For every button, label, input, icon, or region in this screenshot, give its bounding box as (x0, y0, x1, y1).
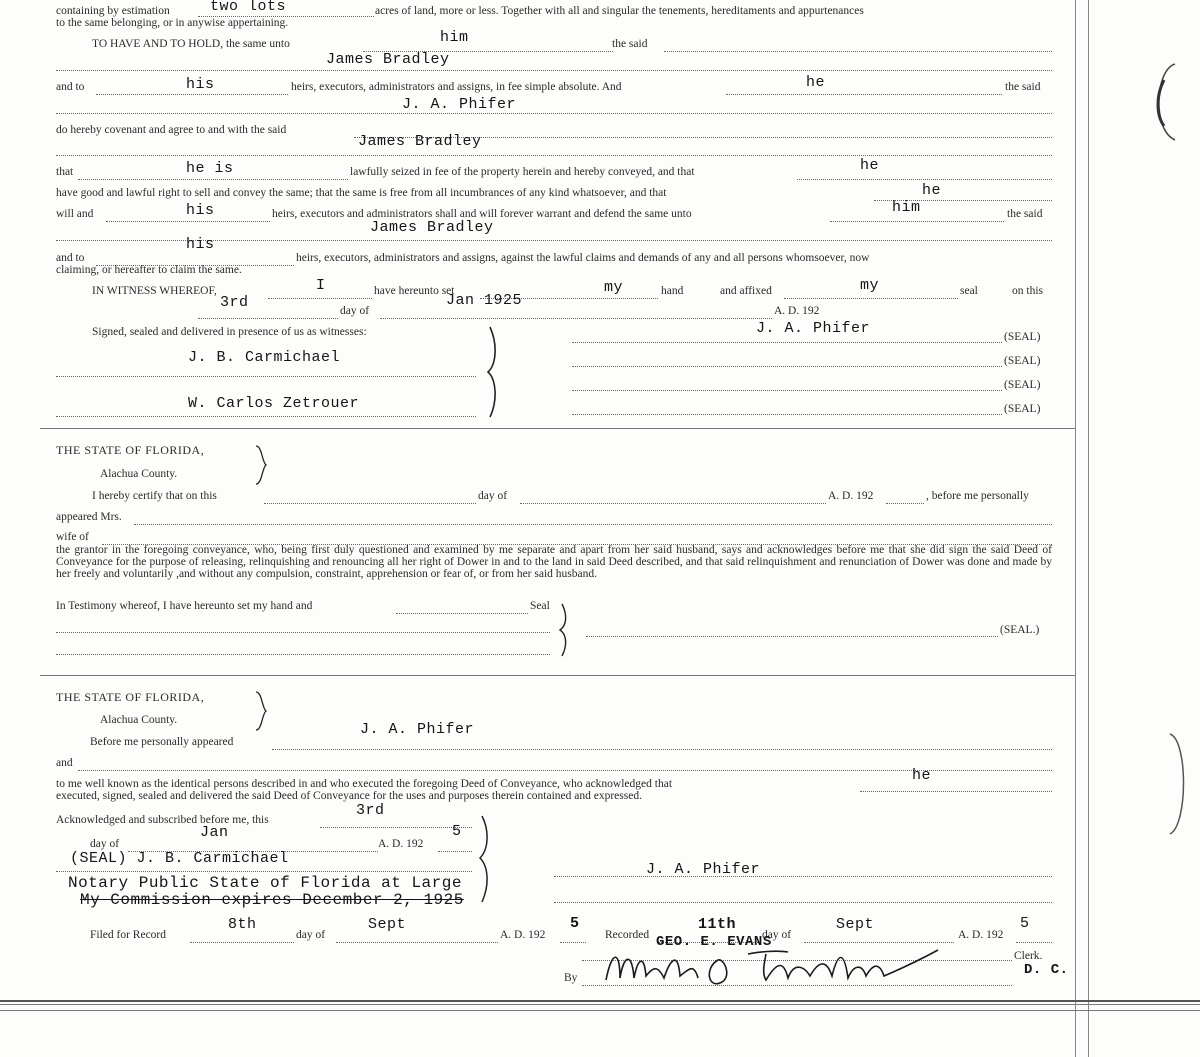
bottom-edge-3 (0, 1010, 1200, 1011)
dower-ad: A. D. 192 (828, 490, 874, 502)
rec-month: Sept (836, 916, 875, 933)
section-divider-2 (40, 675, 1075, 676)
seized-pronoun: he (860, 157, 880, 174)
heirs-text: heirs, executors, administrators and assigns, in fee simple absolute. And (291, 81, 622, 93)
witness-prefix: IN WITNESS WHEREOF, (92, 285, 217, 297)
hand-label: hand (661, 285, 684, 297)
seal-tag-1: (SEAL) (1004, 331, 1041, 343)
seal-label: seal (960, 285, 978, 297)
that-label: that (56, 166, 74, 178)
rec-year-digit: 5 (1020, 915, 1030, 932)
by-label: By (564, 972, 578, 984)
dower-brace (252, 444, 272, 486)
covenant-grantee: James Bradley (358, 133, 482, 150)
notary-seal-line: (SEAL) J. B. Carmichael (70, 850, 289, 867)
grantee-pronoun: his (186, 76, 215, 93)
will-and-label: will and (56, 208, 94, 220)
grantor-pronoun: he (806, 74, 826, 91)
habendum-label: TO HAVE AND TO HOLD, the same unto (92, 38, 290, 50)
dower-day-of: day of (478, 490, 508, 502)
belonging-text: to the same belonging, or in anywise appertaining. (56, 17, 289, 29)
claims-pronoun: his (186, 236, 215, 253)
and-to-label-2: and to (56, 252, 85, 264)
certify-text: I hereby certify that on this (92, 490, 217, 502)
page-edge-line-2 (1088, 0, 1089, 1057)
ack-year-digit: 5 (452, 823, 462, 840)
and-to-label: and to (56, 81, 85, 93)
known-text: to me well known as the identical persons described in and who executed the foregoing Deed of Conveyance, who acknowledged that (56, 778, 673, 790)
ack-day: 3rd (356, 802, 385, 819)
quantity-value: two lots (210, 0, 287, 15)
signed-text: Signed, sealed and delivered in presence of us as witnesses: (92, 326, 367, 338)
filed-day: 8th (228, 916, 257, 933)
covenant-text: do hereby covenant and agree to and with the said (56, 124, 287, 136)
wife-of: wife of (56, 531, 89, 543)
appeared-mrs: appeared Mrs. (56, 511, 122, 523)
ack-pronoun: he (912, 767, 932, 784)
signatory-1: J. A. Phifer (756, 320, 871, 337)
page-edge-line (1075, 0, 1076, 1057)
rec-ad: A. D. 192 (958, 929, 1004, 941)
and-affixed: and affixed (720, 285, 772, 297)
acres-text: acres of land, more or less. Together with all and singular the tenements, hereditaments and appurtenances (375, 5, 864, 17)
the-said-right: the said (1005, 81, 1041, 93)
filed-year-digit: 5 (570, 915, 580, 932)
seal-tag-3: (SEAL) (1004, 379, 1041, 391)
dower-before: , before me personally (926, 490, 1029, 502)
clerk-label: Clerk. (1014, 950, 1043, 962)
bottom-edge-1 (0, 1000, 1200, 1002)
warrant-the-said: the said (1007, 208, 1043, 220)
seal-tag-4: (SEAL) (1004, 403, 1041, 415)
testimony-text: In Testimony whereof, I have hereunto set my hand and (56, 600, 313, 612)
ack-notary-brace (476, 814, 496, 904)
containing-label: containing by estimation (56, 5, 170, 17)
binder-ring-top (1150, 60, 1190, 150)
witness-month-year: Jan 1925 (446, 292, 523, 309)
right-text: have good and lawful right to sell and convey the same; that the same is free from all incumbrances of any kind whatsoever, and that (56, 187, 667, 199)
dc-label: D. C. (1024, 962, 1069, 978)
dower-body: the grantor in the foregoing conveyance, who, being first duly questioned and examined by me separate and apart from her said husband, says and acknowledges before me that she did sign the said Deed of Conveyance for the purpose of releasing, relinquishing and renouncing all her right of Dower in and to the land in said Deed described, and that said relinquishment and renunciation of Dower was done and made by her freely and voluntarily ,and without any compulsion, constraint, apprehension or fear of, or from her said husband. (56, 544, 1052, 580)
habendum-value: him (440, 29, 469, 46)
ack-day-of: day of (90, 838, 120, 850)
testimony-seal: Seal (530, 600, 550, 612)
claims-text: heirs, executors, administrators and assigns, against the lawful claims and demands of any and all persons whomsoever, now (296, 252, 870, 264)
rec-day: 11th (698, 916, 737, 933)
warrant-value: him (892, 199, 921, 216)
clerk-name: GEO. E. EVANS (656, 934, 772, 950)
ack-signature: J. A. Phifer (646, 861, 761, 878)
ack-and: and (56, 757, 73, 769)
right-pronoun: he (922, 182, 942, 199)
before-me-text: Before me personally appeared (90, 736, 234, 748)
filed-ad: A. D. 192 (500, 929, 546, 941)
filed-label: Filed for Record (90, 929, 167, 941)
seal-pronoun: my (860, 277, 880, 294)
warrant-grantee: James Bradley (370, 219, 494, 236)
rec-day-of: day of (762, 929, 792, 941)
warrant-pronoun: his (186, 202, 215, 219)
witness-1-name: J. B. Carmichael (188, 349, 341, 366)
the-said-label: the said (612, 38, 648, 50)
grantor-name: J. A. Phifer (402, 96, 517, 113)
notary-title: Notary Public State of Florida at Large (68, 874, 462, 892)
seal-tag-2: (SEAL) (1004, 355, 1041, 367)
bottom-edge-2 (0, 1004, 1200, 1005)
ack-appeared-name: J. A. Phifer (360, 721, 475, 738)
dower-seal-tag: (SEAL.) (1000, 624, 1040, 636)
witness-2-name: W. Carlos Zetrouer (188, 395, 360, 412)
binder-ring-bottom (1150, 730, 1190, 840)
seized-text: lawfully seized in fee of the property herein and hereby conveyed, and that (350, 166, 695, 178)
witness-day-of: day of (340, 305, 370, 317)
have-hereunto: have hereunto set (374, 285, 455, 297)
executed-text: executed, signed, sealed and delivered the said Deed of Conveyance for the uses and purposes therein contained and expressed. (56, 790, 642, 802)
witness-signer: I (316, 277, 326, 294)
dower-state: THE STATE OF FLORIDA, (56, 443, 205, 457)
warrant-text: heirs, executors and administrators shall and will forever warrant and defend the same unto (272, 208, 692, 220)
deputy-clerk-signature (598, 940, 958, 1000)
ack-month: Jan (200, 824, 229, 841)
notary-commission: My Commission expires December 2, 1925 (80, 891, 464, 909)
filed-month: Sept (368, 916, 407, 933)
ack-state: THE STATE OF FLORIDA, (56, 690, 205, 704)
claims-text-2: claiming, or hereafter to claim the same. (56, 264, 242, 276)
recorded-label: Recorded (605, 929, 650, 941)
filed-day-of: day of (296, 929, 326, 941)
grantee-name: James Bradley (326, 51, 450, 68)
section-divider-1 (40, 428, 1075, 429)
witness-day: 3rd (220, 294, 249, 311)
dower-county: Alachua County. (100, 468, 178, 480)
ack-ad: A. D. 192 (378, 838, 424, 850)
ack-county: Alachua County. (100, 714, 178, 726)
on-this-label: on this (1012, 285, 1043, 297)
witness-brace (484, 325, 504, 420)
testimony-brace (556, 602, 576, 658)
ack-brace (252, 690, 272, 732)
witness-ad: A. D. 192 (774, 305, 820, 317)
subscribed-text: Acknowledged and subscribed before me, this (56, 814, 269, 826)
hand-pronoun: my (604, 279, 624, 296)
seized-value: he is (186, 160, 234, 177)
